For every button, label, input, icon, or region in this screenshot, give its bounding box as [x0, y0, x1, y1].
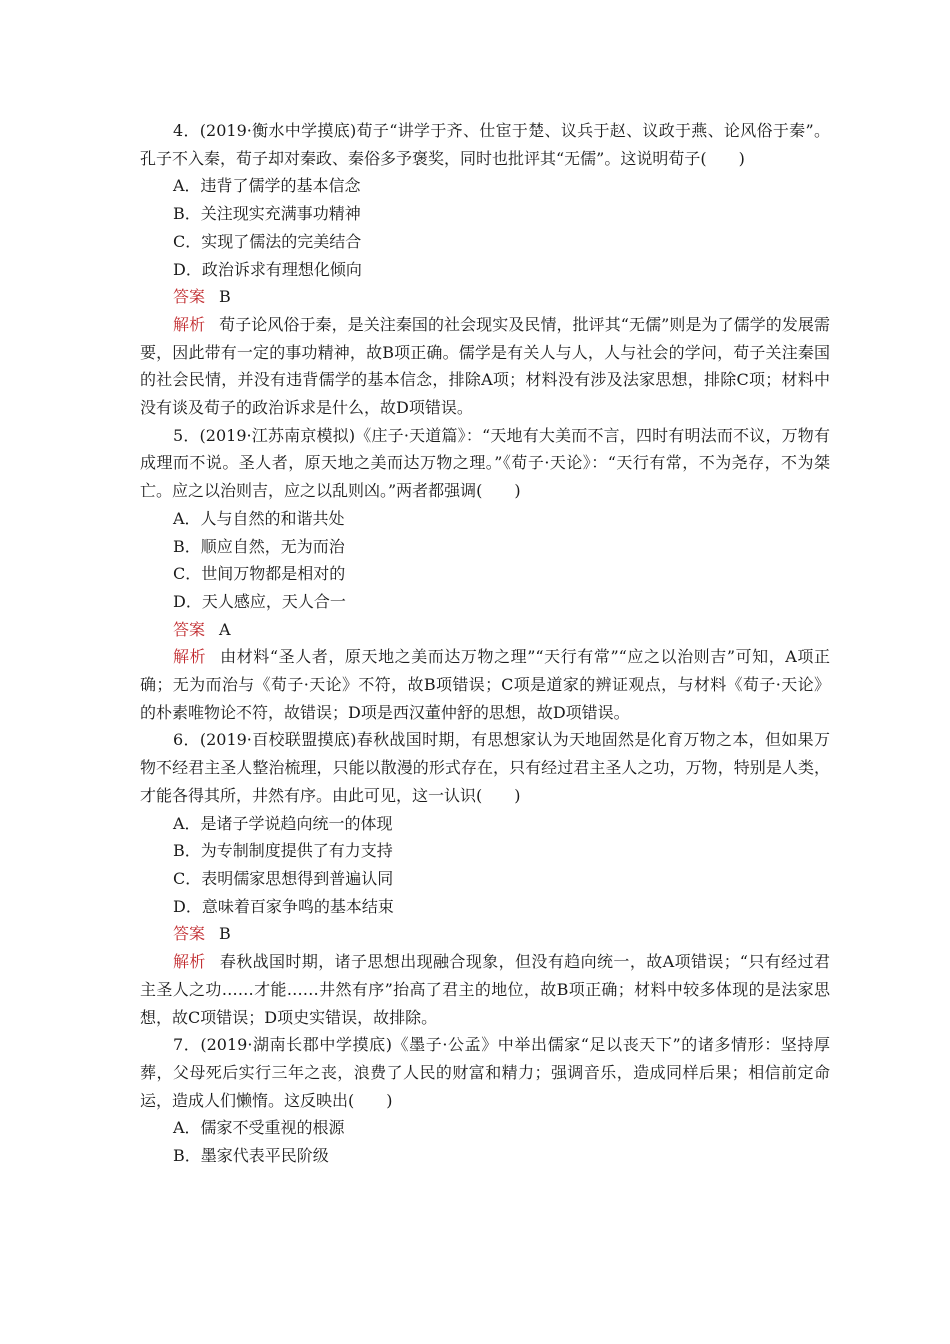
option-d: D．意味着百家争鸣的基本结束: [173, 896, 394, 916]
option-b: B．墨家代表平民阶级: [173, 1146, 329, 1166]
question-5: [140, 422, 830, 727]
question-stem: 6．(2019·百校联盟摸底)春秋战国时期，有思想家认为天地固然是化育万物之本，但如果万物不经君主圣人整治梳理，只能以散漫的形式存在，只有经过君主圣人之功，万物，特别是人类，才能各得其所，井然有序。由此可见，这一认识( ): [140, 730, 830, 805]
answer-value: A: [219, 619, 231, 639]
answer-label: 答案: [173, 287, 206, 307]
answer-value: B: [219, 287, 231, 307]
answer-line: [140, 920, 830, 948]
explanation-label: 解析: [173, 952, 206, 972]
explanation-text: 荀子论风俗于秦，是关注秦国的社会现实及民情，批评其“无儒”则是为了儒学的发展需要，因此带有一定的事功精神，故B项正确。儒学是有关人与人，人与社会的学问，荀子关注秦国的社会民情，并没有违背儒学的基本信念，排除A项；材料没有涉及法家思想，排除C项；材料中没有谈及荀子的政治诉求是什么，故D项错误。: [140, 314, 830, 418]
option-c: C．实现了儒法的完美结合: [173, 231, 362, 251]
question-stem: 5．(2019·江苏南京模拟)《庄子·天道篇》：“天地有大美而不言，四时有明法而不议，万物有成理而不说。圣人者，原天地之美而达万物之理。”《荀子·天论》：“天行有常，不为尧存，不为桀亡。应之以治则吉，应之以乱则凶。”两者都强调( ): [140, 425, 830, 501]
option-a: A．儒家不受重视的根源: [173, 1118, 345, 1138]
question-stem: 7．(2019·湖南长郡中学摸底)《墨子·公孟》中举出儒家“足以丧天下”的诸多情形：坚持厚葬，父母死后实行三年之丧，浪费了人民的财富和精力；强调音乐，造成同样后果；相信前定命运，造成人们懒惰。这反映出( ): [140, 1035, 830, 1110]
question-stem: 4．(2019·衡水中学摸底)荀子“讲学于齐、仕宦于楚、议兵于赵、议政于燕、论风俗于秦”。孔子不入秦，荀子却对秦政、秦俗多予褒奖，同时也批评其“无儒”。这说明荀子( ): [140, 121, 830, 168]
option-b: B．为专制制度提供了有力支持: [173, 841, 393, 861]
document-page: [140, 117, 830, 1170]
explanation: [140, 311, 830, 422]
option-c: C．表明儒家思想得到普遍认同: [173, 868, 394, 888]
option-d: D．天人感应，天人合一: [173, 591, 346, 611]
question-6: [140, 726, 830, 1031]
question-7: [140, 1031, 830, 1170]
option-b: B．顺应自然，无为而治: [173, 536, 345, 556]
explanation-text: 春秋战国时期，诸子思想出现融合现象，但没有趋向统一，故A项错误；“只有经过君主圣人之功……才能……井然有序”抬高了君主的地位，故B项正确；材料中较多体现的是法家思想，故C项错误；D项史实错误，故排除。: [140, 952, 830, 1027]
option-b: B．关注现实充满事功精神: [173, 204, 361, 224]
explanation: [140, 643, 830, 726]
explanation-label: 解析: [173, 647, 207, 667]
explanation: [140, 948, 830, 1031]
option-c: C．世间万物都是相对的: [173, 564, 346, 584]
question-4: [140, 117, 830, 422]
answer-value: B: [219, 924, 231, 944]
option-a: A．是诸子学说趋向统一的体现: [173, 813, 393, 833]
explanation-text: 由材料“圣人者，原天地之美而达万物之理”“天行有常”“应之以治则吉”可知，A项正确；无为而治与《荀子·天论》不符，故B项错误；C项是道家的辨证观点，与材料《荀子·天论》的朴素唯物论不符，故错误；D项是西汉董仲舒的思想，故D项错误。: [140, 647, 830, 722]
option-a: A．人与自然的和谐共处: [173, 508, 345, 528]
answer-label: 答案: [173, 924, 206, 944]
answer-line: [140, 283, 830, 311]
answer-line: [140, 616, 830, 644]
option-d: D．政治诉求有理想化倾向: [173, 259, 362, 279]
option-a: A．违背了儒学的基本信念: [173, 176, 361, 196]
explanation-label: 解析: [173, 314, 206, 334]
answer-label: 答案: [173, 619, 206, 639]
